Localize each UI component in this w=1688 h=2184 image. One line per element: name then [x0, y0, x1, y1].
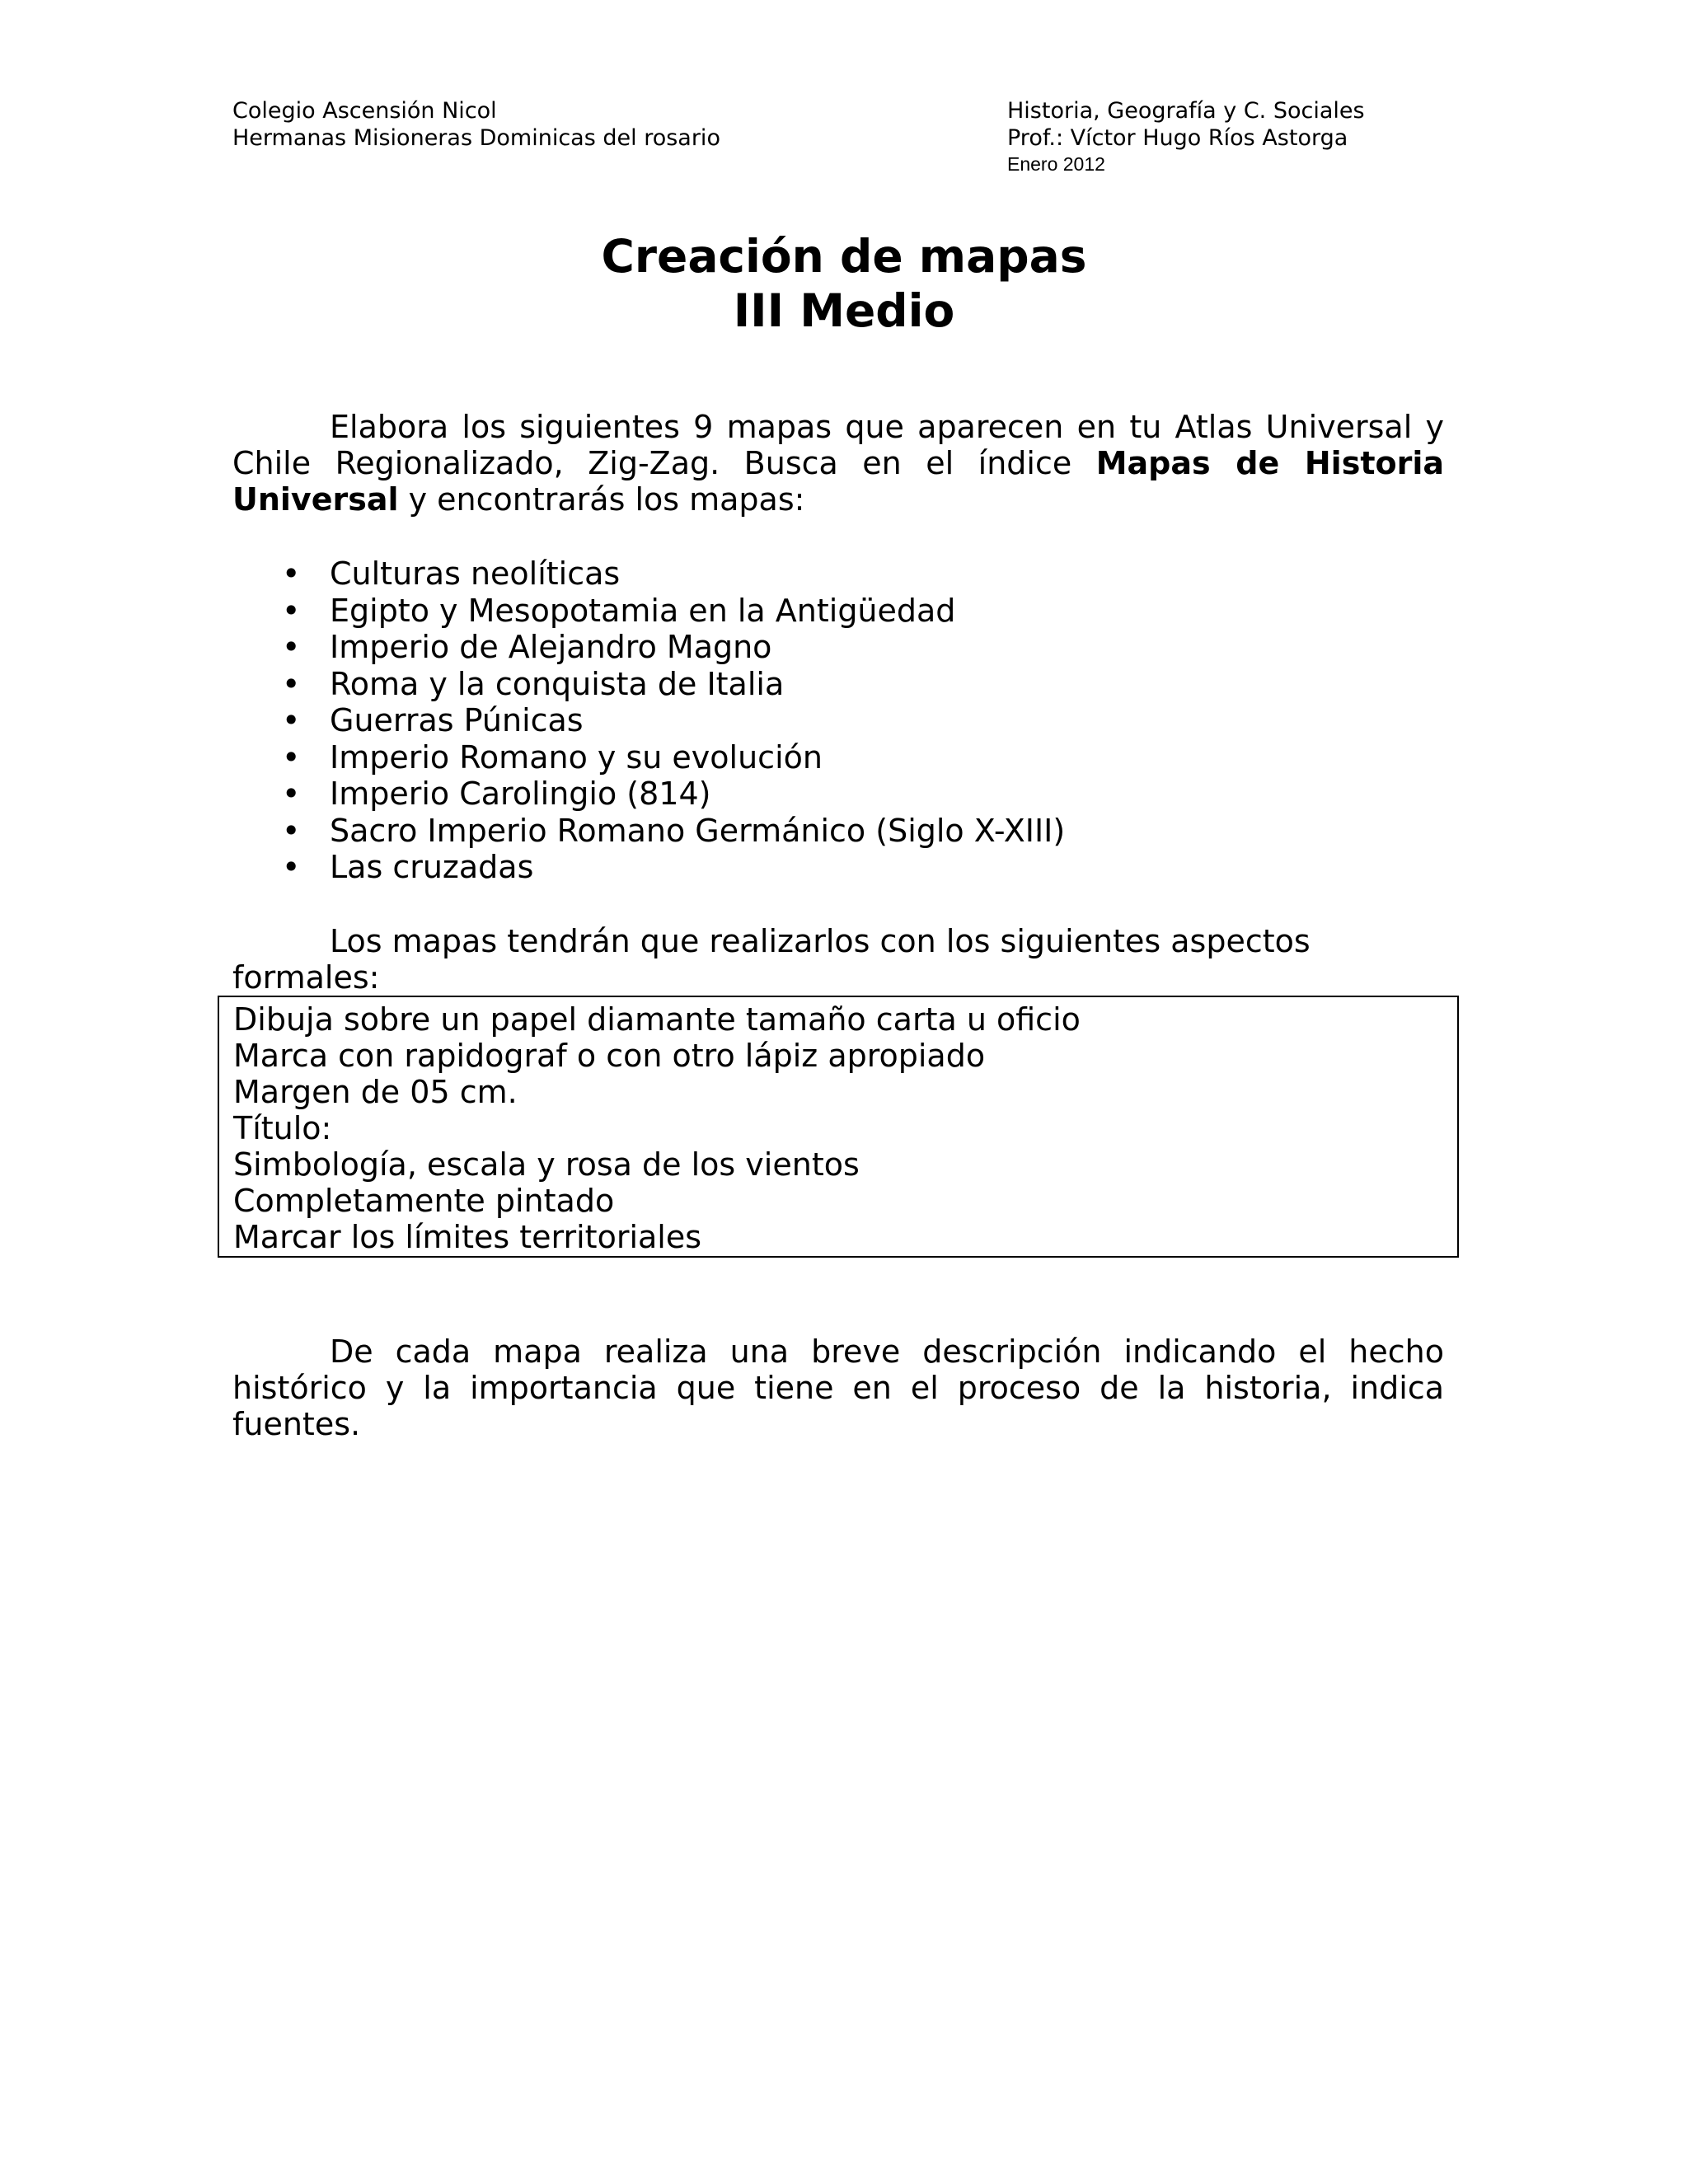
course-date: Enero 2012 [1007, 153, 1105, 175]
list-item-label: Roma y la conquista de Italia [330, 665, 785, 702]
requirement-item: Marcar los límites territoriales [233, 1219, 702, 1255]
list-item [232, 702, 1444, 739]
course-subject: Historia, Geografía y C. Sociales [1007, 98, 1365, 124]
course-teacher: Prof.: Víctor Hugo Ríos Astorga [1007, 125, 1348, 151]
requirement-item: Margen de 05 cm. [233, 1074, 518, 1110]
page-title [0, 229, 1688, 338]
bullet-icon: • [282, 592, 301, 629]
bullet-icon: • [282, 665, 301, 702]
requirements-box [218, 996, 1459, 1258]
requirement-item: Completamente pintado [233, 1183, 615, 1219]
list-item [232, 776, 1444, 813]
school-name: Colegio Ascensión Nicol [232, 98, 497, 124]
header-school [232, 97, 720, 152]
bullet-icon: • [282, 555, 301, 592]
maps-list [232, 555, 1444, 886]
list-item-label: Egipto y Mesopotamia en la Antigüedad [330, 592, 956, 629]
requirement-item: Simbología, escala y rosa de los vientos [233, 1146, 860, 1183]
bullet-icon: • [282, 738, 301, 776]
requirement-item: Marca con rapidograf o con otro lápiz apropiado [233, 1038, 986, 1074]
bullet-icon: • [282, 849, 301, 885]
school-congregation: Hermanas Misioneras Dominicas del rosario [232, 125, 720, 151]
requirement-item: Título: [233, 1110, 332, 1146]
list-item [232, 813, 1444, 850]
bullet-icon: • [282, 812, 301, 849]
list-item-label: Imperio de Alejandro Magno [330, 629, 772, 665]
intro-text: Elabora los siguientes 9 mapas que aparecen en tu Atlas Universal y Chile Regionalizado, Zig-Zag. Busca en el índice [232, 409, 1444, 481]
list-item [232, 739, 1444, 776]
bullet-icon: • [282, 629, 301, 665]
list-item [232, 666, 1444, 703]
list-item-label: Las cruzadas [330, 849, 534, 885]
list-item-label: Imperio Romano y su evolución [330, 738, 823, 776]
list-item-label: Sacro Imperio Romano Germánico (Siglo X-XIII) [330, 812, 1066, 849]
title-line-1: Creación de mapas [601, 230, 1087, 283]
list-item-label: Guerras Púnicas [330, 702, 584, 738]
header-course [1007, 97, 1365, 176]
list-item [232, 849, 1444, 886]
list-item [232, 629, 1444, 666]
list-item [232, 555, 1444, 593]
list-item-label: Imperio Carolingio (814) [330, 776, 711, 812]
list-item [232, 593, 1444, 630]
bullet-icon: • [282, 776, 301, 812]
bullet-icon: • [282, 702, 301, 738]
intro-bold-text: Mapas de Historia Universal [232, 445, 1444, 518]
list-item-label: Culturas neolíticas [330, 555, 621, 592]
requirement-item: Dibuja sobre un papel diamante tamaño carta u oficio [233, 1001, 1081, 1038]
title-line-2: III Medio [733, 284, 955, 337]
formal-aspects-intro: Los mapas tendrán que realizarlos con los siguientes aspectos formales: [232, 923, 1311, 996]
intro-paragraph [232, 409, 1444, 518]
intro-text-end: y encontrarás los mapas: [398, 481, 805, 518]
closing-paragraph: De cada mapa realiza una breve descripción indicando el hecho histórico y la importancia que tiene en el proceso de la historia, indica fuentes. [232, 1333, 1444, 1442]
